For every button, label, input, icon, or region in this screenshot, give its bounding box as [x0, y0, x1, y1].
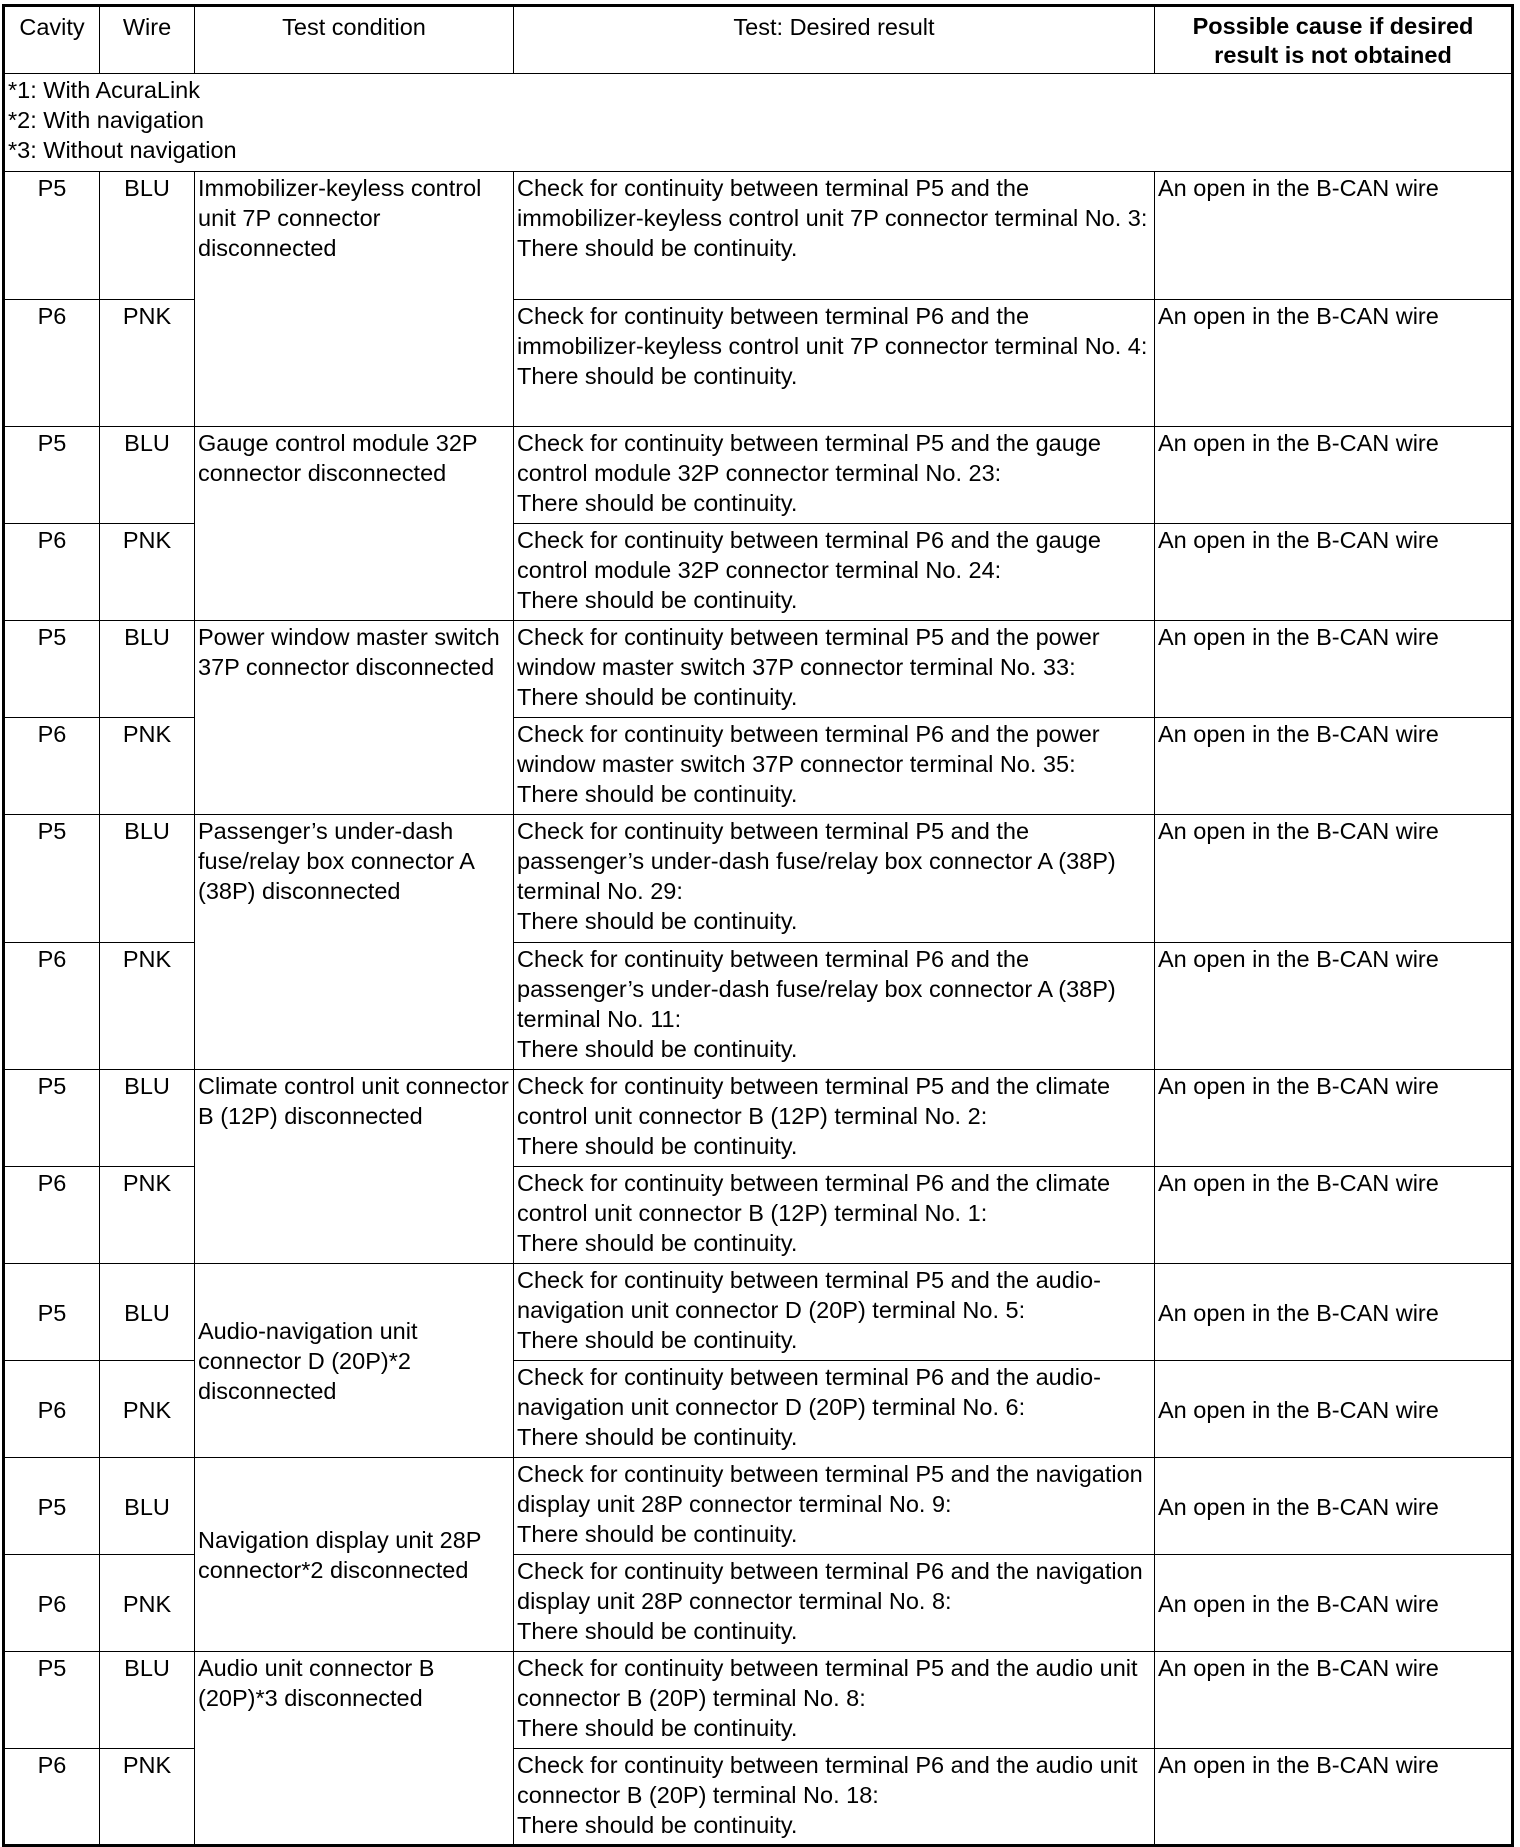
- possible-cause-cell: An open in the B-CAN wire: [1155, 172, 1513, 300]
- header-cavity: Cavity: [4, 6, 100, 74]
- header-row: [4, 6, 1513, 74]
- wire-color-cell: BLU: [100, 1070, 195, 1167]
- cavity-cell: P6: [4, 943, 100, 1070]
- result-instruction: Check for continuity between terminal P5 and the power window master switch 37P connector terminal No. 33:: [517, 624, 1100, 680]
- cavity-cell: P6: [4, 1167, 100, 1264]
- desired-result-cell: [514, 300, 1155, 427]
- test-condition-cell: Passenger’s under-dash fuse/relay box connector A (38P) disconnected: [195, 815, 514, 1070]
- header-desired-result: Test: Desired result: [514, 6, 1155, 74]
- cavity-cell: P6: [4, 718, 100, 815]
- cavity-cell: P6: [4, 1749, 100, 1846]
- result-instruction: Check for continuity between terminal P6 and the navigation display unit 28P connector terminal No. 8:: [517, 1558, 1143, 1614]
- desired-result-cell: [514, 1070, 1155, 1167]
- possible-cause-cell: An open in the B-CAN wire: [1155, 1458, 1513, 1555]
- result-expectation: There should be continuity.: [517, 490, 798, 516]
- result-expectation: There should be continuity.: [517, 908, 798, 934]
- cavity-cell: P6: [4, 1555, 100, 1652]
- desired-result-cell: [514, 1555, 1155, 1652]
- result-expectation: There should be continuity.: [517, 1715, 798, 1741]
- wire-color-cell: BLU: [100, 1458, 195, 1555]
- wire-color-cell: PNK: [100, 300, 195, 427]
- possible-cause-cell: An open in the B-CAN wire: [1155, 1361, 1513, 1458]
- table-row: [4, 427, 1513, 524]
- cavity-cell: P5: [4, 1458, 100, 1555]
- result-expectation: There should be continuity.: [517, 1521, 798, 1547]
- possible-cause-cell: An open in the B-CAN wire: [1155, 943, 1513, 1070]
- result-expectation: There should be continuity.: [517, 781, 798, 807]
- header-test-condition: Test condition: [195, 6, 514, 74]
- table-row: [4, 1264, 1513, 1361]
- table-row: [4, 172, 1513, 300]
- result-expectation: There should be continuity.: [517, 1230, 798, 1256]
- possible-cause-cell: An open in the B-CAN wire: [1155, 1167, 1513, 1264]
- desired-result-cell: [514, 1167, 1155, 1264]
- test-condition-cell: Navigation display unit 28P connector*2 disconnected: [195, 1458, 514, 1652]
- wire-color-cell: PNK: [100, 1555, 195, 1652]
- header-possible-cause: Possible cause if desired result is not obtained: [1155, 6, 1513, 74]
- possible-cause-cell: An open in the B-CAN wire: [1155, 1652, 1513, 1749]
- bcan-continuity-test-table: [2, 4, 1514, 1847]
- desired-result-cell: [514, 1264, 1155, 1361]
- result-expectation: There should be continuity.: [517, 1618, 798, 1644]
- result-expectation: There should be continuity.: [517, 587, 798, 613]
- result-expectation: There should be continuity.: [517, 1424, 798, 1450]
- cavity-cell: P5: [4, 172, 100, 300]
- desired-result-cell: [514, 1749, 1155, 1846]
- cavity-cell: P5: [4, 1264, 100, 1361]
- desired-result-cell: [514, 718, 1155, 815]
- header-wire: Wire: [100, 6, 195, 74]
- footnote: *2: With navigation: [8, 107, 204, 133]
- desired-result-cell: [514, 1458, 1155, 1555]
- cavity-cell: P6: [4, 300, 100, 427]
- cavity-cell: P5: [4, 1652, 100, 1749]
- result-instruction: Check for continuity between terminal P5 and the gauge control module 32P connector terminal No. 23:: [517, 430, 1101, 486]
- desired-result-cell: [514, 1652, 1155, 1749]
- footnote: *3: Without navigation: [8, 137, 237, 163]
- cavity-cell: P5: [4, 621, 100, 718]
- result-expectation: There should be continuity.: [517, 1133, 798, 1159]
- desired-result-cell: [514, 1361, 1155, 1458]
- result-expectation: There should be continuity.: [517, 235, 798, 261]
- table-row: [4, 1652, 1513, 1749]
- cavity-cell: P5: [4, 1070, 100, 1167]
- wire-color-cell: PNK: [100, 718, 195, 815]
- cavity-cell: P6: [4, 1361, 100, 1458]
- wire-color-cell: PNK: [100, 1361, 195, 1458]
- possible-cause-cell: An open in the B-CAN wire: [1155, 718, 1513, 815]
- desired-result-cell: [514, 943, 1155, 1070]
- cavity-cell: P5: [4, 427, 100, 524]
- result-expectation: There should be continuity.: [517, 684, 798, 710]
- possible-cause-cell: An open in the B-CAN wire: [1155, 1749, 1513, 1846]
- result-instruction: Check for continuity between terminal P5 and the passenger’s under-dash fuse/relay box connector A (38P) terminal No. 29:: [517, 818, 1116, 904]
- possible-cause-cell: An open in the B-CAN wire: [1155, 1070, 1513, 1167]
- footnotes-cell: [4, 74, 1513, 172]
- result-instruction: Check for continuity between terminal P5 and the audio unit connector B (20P) terminal No. 8:: [517, 1655, 1138, 1711]
- desired-result-cell: [514, 172, 1155, 300]
- result-instruction: Check for continuity between terminal P6 and the audio-navigation unit connector D (20P) terminal No. 6:: [517, 1364, 1101, 1420]
- wire-color-cell: PNK: [100, 1749, 195, 1846]
- possible-cause-cell: An open in the B-CAN wire: [1155, 300, 1513, 427]
- cavity-cell: P6: [4, 524, 100, 621]
- wire-color-cell: BLU: [100, 1652, 195, 1749]
- wire-color-cell: BLU: [100, 621, 195, 718]
- result-instruction: Check for continuity between terminal P6 and the gauge control module 32P connector terminal No. 24:: [517, 527, 1101, 583]
- test-condition-cell: Immobilizer-keyless control unit 7P connector disconnected: [195, 172, 514, 427]
- wire-color-cell: BLU: [100, 172, 195, 300]
- possible-cause-cell: An open in the B-CAN wire: [1155, 1555, 1513, 1652]
- result-instruction: Check for continuity between terminal P5 and the navigation display unit 28P connector terminal No. 9:: [517, 1461, 1143, 1517]
- footnote: *1: With AcuraLink: [8, 77, 201, 103]
- result-instruction: Check for continuity between terminal P6 and the climate control unit connector B (12P) terminal No. 1:: [517, 1170, 1111, 1226]
- table-row: [4, 1458, 1513, 1555]
- result-instruction: Check for continuity between terminal P6 and the power window master switch 37P connector terminal No. 35:: [517, 721, 1100, 777]
- result-instruction: Check for continuity between terminal P5 and the audio-navigation unit connector D (20P) terminal No. 5:: [517, 1267, 1101, 1323]
- desired-result-cell: [514, 815, 1155, 943]
- desired-result-cell: [514, 621, 1155, 718]
- possible-cause-cell: An open in the B-CAN wire: [1155, 815, 1513, 943]
- test-condition-cell: Audio unit connector B (20P)*3 disconnected: [195, 1652, 514, 1846]
- possible-cause-cell: An open in the B-CAN wire: [1155, 1264, 1513, 1361]
- result-instruction: Check for continuity between terminal P6 and the audio unit connector B (20P) terminal No. 18:: [517, 1752, 1138, 1808]
- result-expectation: There should be continuity.: [517, 1327, 798, 1353]
- wire-color-cell: BLU: [100, 815, 195, 943]
- cavity-cell: P5: [4, 815, 100, 943]
- test-condition-cell: Audio-navigation unit connector D (20P)*2 disconnected: [195, 1264, 514, 1458]
- footnotes-row: [4, 74, 1513, 172]
- table-row: [4, 1070, 1513, 1167]
- test-condition-cell: Gauge control module 32P connector disconnected: [195, 427, 514, 621]
- possible-cause-cell: An open in the B-CAN wire: [1155, 524, 1513, 621]
- desired-result-cell: [514, 524, 1155, 621]
- possible-cause-cell: An open in the B-CAN wire: [1155, 621, 1513, 718]
- test-condition-cell: Power window master switch 37P connector disconnected: [195, 621, 514, 815]
- result-instruction: Check for continuity between terminal P6 and the passenger’s under-dash fuse/relay box connector A (38P) terminal No. 11:: [517, 946, 1116, 1032]
- table-row: [4, 815, 1513, 943]
- result-instruction: Check for continuity between terminal P5 and the climate control unit connector B (12P) terminal No. 2:: [517, 1073, 1111, 1129]
- result-instruction: Check for continuity between terminal P6 and the immobilizer-keyless control unit 7P connector terminal No. 4:: [517, 303, 1148, 359]
- table-row: [4, 621, 1513, 718]
- result-instruction: Check for continuity between terminal P5 and the immobilizer-keyless control unit 7P connector terminal No. 3:: [517, 175, 1148, 231]
- wire-color-cell: BLU: [100, 1264, 195, 1361]
- test-condition-cell: Climate control unit connector B (12P) disconnected: [195, 1070, 514, 1264]
- desired-result-cell: [514, 427, 1155, 524]
- wire-color-cell: PNK: [100, 943, 195, 1070]
- wire-color-cell: PNK: [100, 524, 195, 621]
- wire-color-cell: PNK: [100, 1167, 195, 1264]
- possible-cause-cell: An open in the B-CAN wire: [1155, 427, 1513, 524]
- result-expectation: There should be continuity.: [517, 1036, 798, 1062]
- result-expectation: There should be continuity.: [517, 1812, 798, 1838]
- wire-color-cell: BLU: [100, 427, 195, 524]
- result-expectation: There should be continuity.: [517, 363, 798, 389]
